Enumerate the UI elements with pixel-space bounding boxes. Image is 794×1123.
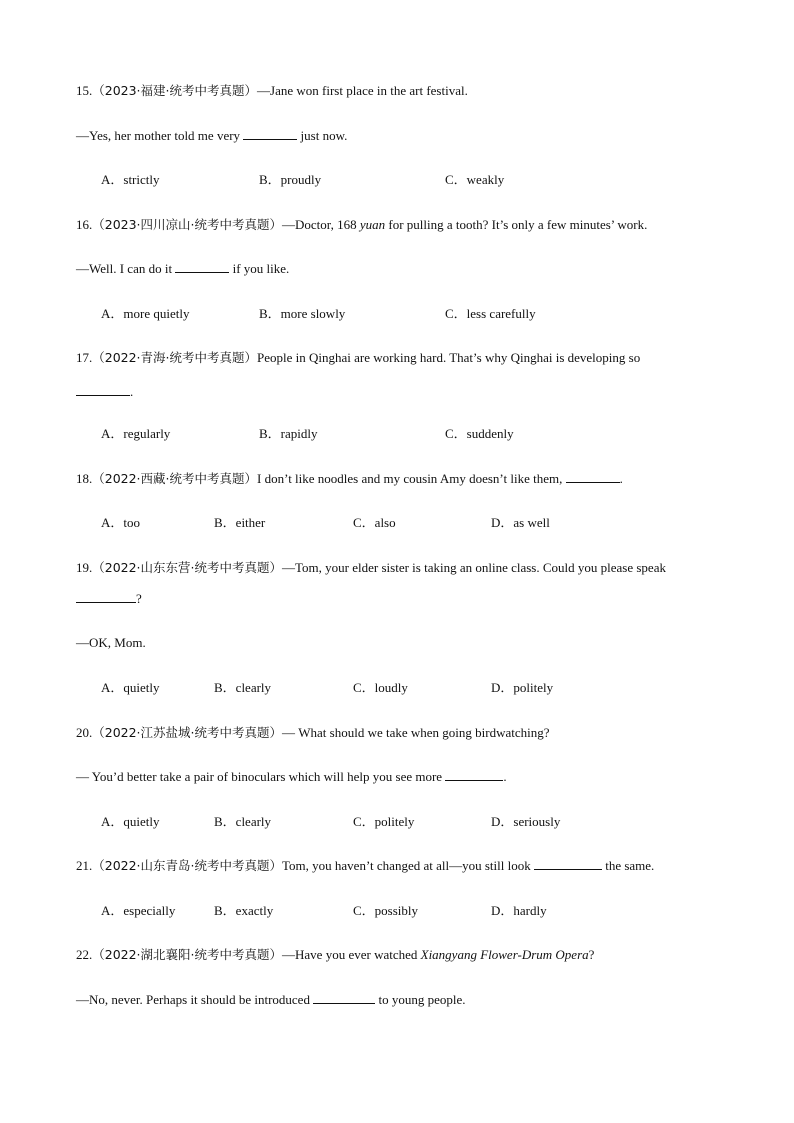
option-c[interactable]: C．politely [353, 814, 415, 829]
response-text: —No, never. Perhaps it should be introduced [76, 992, 314, 1007]
option-c[interactable]: C．suddenly [445, 426, 514, 441]
question-20-stem [76, 724, 550, 742]
option-a[interactable]: A．especially [101, 903, 176, 918]
question-20-response [76, 768, 507, 786]
response-text: ? [136, 591, 142, 606]
option-a[interactable]: A．regularly [101, 426, 171, 441]
option-d[interactable]: D．seriously [491, 814, 561, 829]
question-source: （2022·湖北襄阳·统考中考真题） [92, 947, 283, 962]
option-b[interactable]: B．rapidly [259, 426, 318, 441]
question-source: （2022·西藏·统考中考真题） [92, 471, 258, 486]
question-text: . [619, 471, 623, 486]
option-d[interactable]: D．hardly [491, 903, 547, 918]
option-a[interactable]: A．quietly [101, 814, 160, 829]
answer-blank[interactable] [534, 857, 602, 870]
question-source: （2022·山东青岛·统考中考真题） [92, 858, 283, 873]
question-number: 20. [76, 725, 93, 740]
option-b[interactable]: B．clearly [214, 814, 272, 829]
response-text: —Yes, her mother told me very [76, 128, 244, 143]
option-b[interactable]: B．either [214, 515, 266, 530]
answer-blank[interactable] [76, 383, 130, 396]
question-text-italic: Xiangyang Flower-Drum Opera [420, 947, 589, 962]
response-text: — You’d better take a pair of binoculars which will help you see more [76, 769, 446, 784]
question-number: 19. [76, 560, 93, 575]
option-c[interactable]: C．also [353, 515, 396, 530]
option-a[interactable]: A．too [101, 515, 141, 530]
question-text: I don’t like noodles and my cousin Amy doesn’t like them, [257, 471, 566, 486]
question-19-response: —OK, Mom. [76, 635, 146, 650]
option-d[interactable]: D．as well [491, 515, 550, 530]
question-17-continuation [76, 383, 133, 401]
question-text: —Tom, your elder sister is taking an online class. Could you please speak [282, 560, 666, 575]
question-text: for pulling a tooth? It’s only a few minutes’ work. [385, 217, 648, 232]
answer-blank[interactable] [76, 590, 136, 603]
response-text: to young people. [375, 992, 466, 1007]
answer-blank[interactable] [175, 260, 229, 273]
response-text: . [130, 384, 134, 399]
question-text: —Have you ever watched [282, 947, 421, 962]
option-b[interactable]: B．clearly [214, 680, 272, 695]
question-text: —Doctor, 168 [282, 217, 360, 232]
answer-blank[interactable] [566, 470, 620, 483]
question-19-continuation [76, 590, 142, 608]
question-number: 17. [76, 350, 93, 365]
question-number: 21. [76, 858, 93, 873]
option-b[interactable]: B．exactly [214, 903, 274, 918]
option-c[interactable]: C．less carefully [445, 306, 536, 321]
response-text: . [503, 769, 507, 784]
question-16-response [76, 260, 289, 278]
question-source: （2022·山东东营·统考中考真题） [92, 560, 283, 575]
response-text: just now. [297, 128, 348, 143]
answer-blank[interactable] [313, 991, 375, 1004]
question-22-response [76, 991, 465, 1009]
question-number: 15. [76, 83, 93, 98]
option-a[interactable]: A．strictly [101, 172, 160, 187]
option-b[interactable]: B．proudly [259, 172, 322, 187]
option-a[interactable]: A．quietly [101, 680, 160, 695]
question-source: （2023·四川凉山·统考中考真题） [92, 217, 283, 232]
option-c[interactable]: C．possibly [353, 903, 419, 918]
option-b[interactable]: B．more slowly [259, 306, 346, 321]
answer-blank[interactable] [445, 768, 503, 781]
question-number: 22. [76, 947, 93, 962]
response-text: if you like. [229, 261, 290, 276]
question-number: 18. [76, 471, 93, 486]
question-text: —Jane won first place in the art festival. [257, 83, 468, 98]
question-source: （2022·青海·统考中考真题） [92, 350, 258, 365]
question-15-response [76, 127, 347, 145]
question-text: ? [588, 947, 595, 962]
question-15-stem [76, 82, 468, 100]
option-c[interactable]: C．loudly [353, 680, 408, 695]
question-19-stem [76, 559, 666, 577]
answer-blank[interactable] [243, 127, 297, 140]
question-17-stem [76, 349, 640, 367]
option-c[interactable]: C．weakly [445, 172, 505, 187]
question-16-stem [76, 216, 647, 234]
question-text: the same. [601, 858, 655, 873]
option-a[interactable]: A．more quietly [101, 306, 190, 321]
question-source: （2022·江苏盐城·统考中考真题） [92, 725, 283, 740]
question-18-stem [76, 470, 623, 488]
question-number: 16. [76, 217, 93, 232]
question-text: — What should we take when going birdwatching? [282, 725, 550, 740]
question-text: People in Qinghai are working hard. That’s why Qinghai is developing so [257, 350, 641, 365]
question-21-stem [76, 857, 654, 875]
question-text-italic: yuan [359, 217, 386, 232]
option-d[interactable]: D．politely [491, 680, 554, 695]
question-text: Tom, you haven’t changed at all—you still look [282, 858, 534, 873]
question-22-stem [76, 946, 594, 964]
question-source: （2023·福建·统考中考真题） [92, 83, 258, 98]
response-text: —Well. I can do it [76, 261, 176, 276]
